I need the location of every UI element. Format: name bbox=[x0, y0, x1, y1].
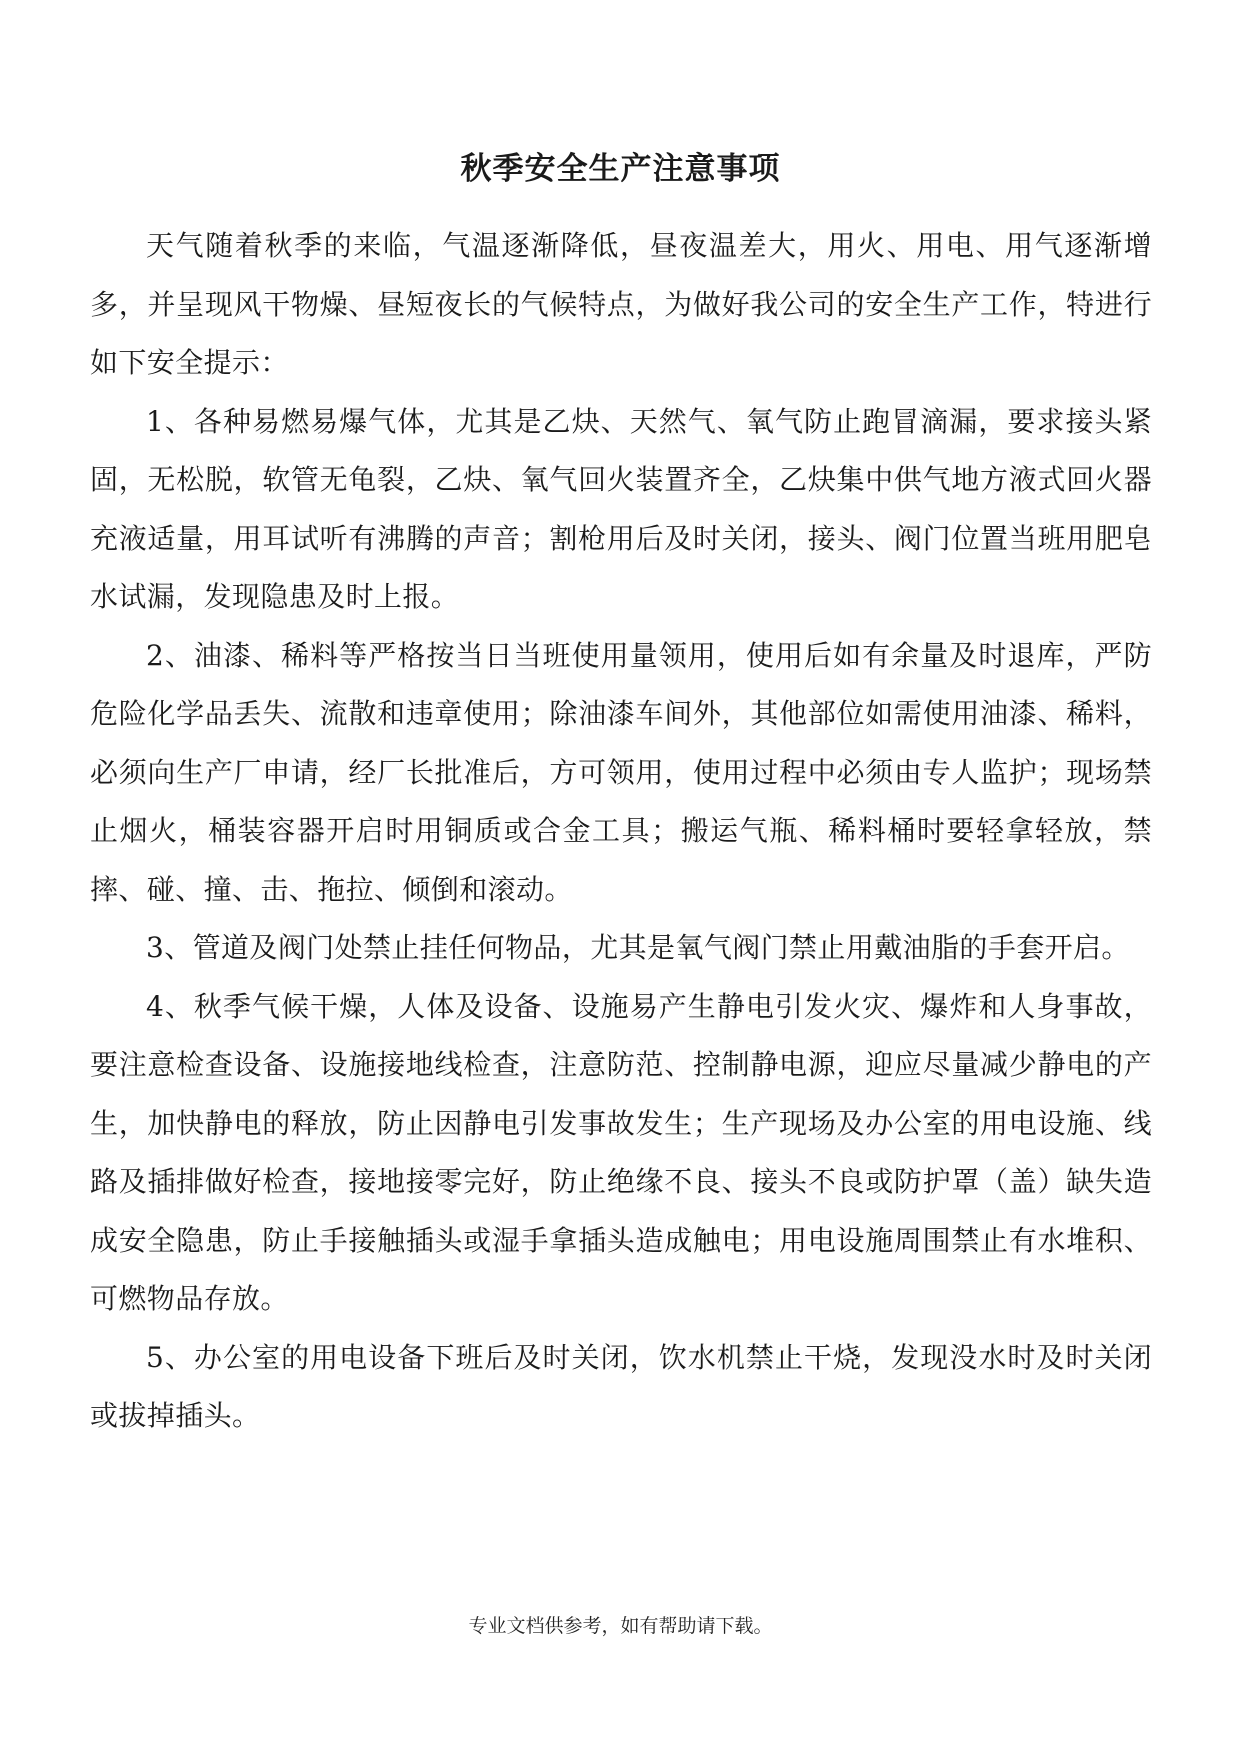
paragraph-item-4: 4、秋季气候干燥，人体及设备、设施易产生静电引发火灾、爆炸和人身事故，要注意检查设备、设施接地线检查，注意防范、控制静电源，迎应尽量减少静电的产生，加快静电的释放，防止因静电引发事故发生；生产现场及办公室的用电设施、线路及插排做好检查，接地接零完好，防止绝缘不良、接头不良或防护罩（盖）缺失造成安全隐患，防止手接触插头或湿手拿插头造成触电；用电设施周围禁止有水堆积、可燃物品存放。 bbox=[90, 989, 1152, 1315]
paragraph-item-3: 3、管道及阀门处禁止挂任何物品，尤其是氧气阀门禁止用戴油脂的手套开启。 bbox=[146, 931, 1130, 964]
paragraph-item-5: 5、办公室的用电设备下班后及时关闭，饮水机禁止干烧，发现没水时及时关闭或拔掉插头。 bbox=[90, 1340, 1152, 1432]
document-body bbox=[90, 217, 1152, 1446]
paragraph-item-2: 2、油漆、稀料等严格按当日当班使用量领用，使用后如有余量及时退库，严防危险化学品丢失、流散和违章使用；除油漆车间外，其他部位如需使用油漆、稀料，必须向生产厂申请，经厂长批准后，方可领用，使用过程中必须由专人监护；现场禁止烟火，桶装容器开启时用铜质或合金工具；搬运气瓶、稀料桶时要轻拿轻放，禁摔、碰、撞、击、拖拉、倾倒和滚动。 bbox=[90, 638, 1152, 906]
document-title: 秋季安全生产注意事项 bbox=[460, 151, 781, 187]
paragraph-item-1: 1、各种易燃易爆气体，尤其是乙炔、天然气、氧气防止跑冒滴漏，要求接头紧固，无松脱，软管无龟裂，乙炔、氧气回火装置齐全，乙炔集中供气地方液式回火器充液适量，用耳试听有沸腾的声音；割枪用后及时关闭，接头、阀门位置当班用肥皂水试漏，发现隐患及时上报。 bbox=[90, 404, 1152, 613]
paragraph-intro: 天气随着秋季的来临，气温逐渐降低，昼夜温差大，用火、用电、用气逐渐增多，并呈现风干物燥、昼短夜长的气候特点，为做好我公司的安全生产工作，特进行如下安全提示： bbox=[90, 229, 1152, 379]
page-footer: 专业文档供参考，如有帮助请下载。 bbox=[468, 1615, 773, 1637]
